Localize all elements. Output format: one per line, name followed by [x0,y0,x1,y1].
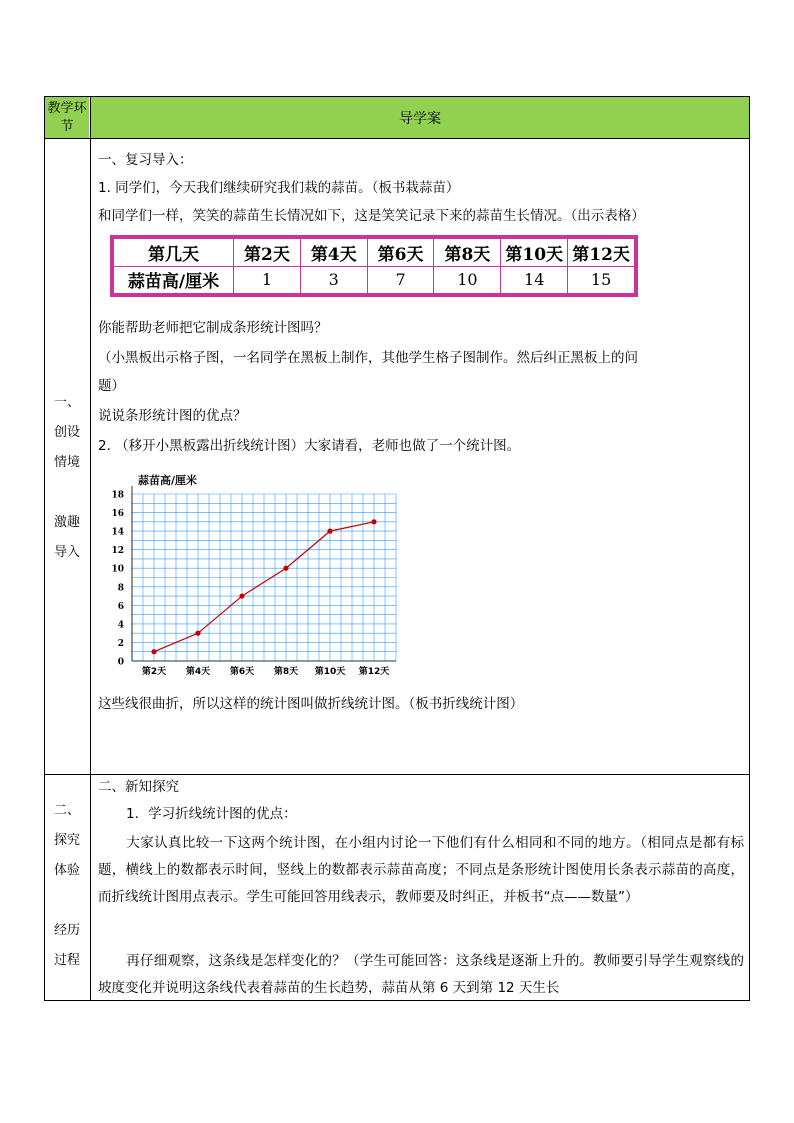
section1-line4a: （小黑板出示格子图，一名同学在黑板上制作，其他学生格子图制作。然后纠正黑板上的问 [98,350,638,366]
section1-line7: 这些线很曲折，所以这样的统计图叫做折线统计图。（板书折线统计图） [98,696,524,712]
table-cell: 7 [367,266,434,294]
para2-text: 再仔细观察，这条线是怎样变化的？（学生可能回答：这条线是逐渐上升的。教师要引导学生观察线的坡度变化并说明这条线代表着蒜苗的生长趋势，蒜苗从第 6 天到第 12 天生长 [98,953,744,996]
section1-side-label [45,392,89,572]
section1-line1: 1. 同学们，今天我们继续研究我们栽的蒜苗。（板书栽蒜苗） [98,180,460,196]
chart-x-labels [142,665,389,677]
chart-data-point [151,649,156,654]
chart-data-point [327,529,332,534]
table-header-row [114,239,635,267]
side-line: 探究 [53,833,80,848]
table-cell: 第8天 [434,239,501,267]
side-line: 经历 [53,923,80,938]
table-border-divider [90,96,91,1001]
table-cell: 第几天 [114,239,234,267]
section2-side-label [45,800,89,980]
header-left-label: 教学环节 [47,101,87,134]
table-cell: 15 [568,266,635,294]
chart-y-tick-label: 16 [111,509,124,520]
table-cell: 10 [434,266,501,294]
chart-y-tick-label: 0 [117,657,124,668]
table-cell: 第10天 [501,239,568,267]
table-cell: 蒜苗高/厘米 [114,266,234,294]
chart-x-tick-label: 第8天 [273,667,299,677]
table-cell: 第12天 [568,239,635,267]
side-line: 二、 [53,803,80,818]
table-cell: 14 [501,266,568,294]
table-border-right [749,96,750,1001]
section1-heading: 一、复习导入： [98,152,193,168]
side-line: 创设 [53,425,80,440]
section2-para2 [98,948,744,1002]
section1-line5: 说说条形统计图的优点？ [98,408,247,424]
section2-sub: 1．学习折线统计图的优点： [126,806,297,822]
section1-line2: 和同学们一样，笑笑的蒜苗生长情况如下，这是笑笑记录下来的蒜苗生长情况。（出示表格） [98,208,645,224]
side-line [45,482,89,512]
table-cell: 1 [234,266,301,294]
chart-title: 蒜苗高/厘米 [138,474,198,487]
section1-line6: 2. （移开小黑板露出折线统计图）大家请看，老师也做了一个统计图。 [98,438,521,454]
table-border-section [44,774,750,775]
chart-data-point [283,566,288,571]
chart-data-point [371,519,376,524]
table-border-header [44,138,750,139]
chart-y-tick-label: 12 [111,546,124,557]
chart-y-tick-label: 8 [117,583,124,594]
chart-y-tick-label: 10 [111,564,124,575]
chart-x-tick-label: 第12天 [358,667,390,677]
table-cell: 第6天 [367,239,434,267]
section2-heading: 二、新知探究 [98,779,179,795]
side-line: 导入 [53,545,80,560]
chart-data-point [195,631,200,636]
chart-y-tick-label: 14 [111,527,124,538]
section1-line3: 你能帮助老师把它制成条形统计图吗？ [98,320,328,336]
side-line: 体验 [53,863,80,878]
table-cell: 第4天 [300,239,367,267]
table-cell: 3 [300,266,367,294]
growth-data-table [110,235,638,297]
chart-y-tick-label: 6 [117,601,124,612]
chart-x-tick-label: 第2天 [141,667,167,677]
line-chart [110,468,400,678]
table-row [114,266,635,294]
chart-data-point [239,593,244,598]
table-cell: 第2天 [234,239,301,267]
side-line: 情境 [53,455,80,470]
chart-grid [132,494,396,661]
chart-x-tick-label: 第10天 [314,667,346,677]
chart-x-tick-label: 第4天 [185,667,211,677]
header-title: 导学案 [399,111,441,127]
section1-line4b: 题） [98,378,125,394]
para1-text: 大家认真比较一下这两个统计图，在小组内讨论一下他们有什么相同和不同的地方。（相同点是都有标题，横线上的数都表示时间，竖线上的数都表示蒜苗高度；不同点是条形统计图使用长条表示蒜苗的高度，而折线统计图用点表示。学生可能回答用线表示，教师要及时纠正，并板书“点——数量”） [98,835,744,905]
side-line: 过程 [53,953,80,968]
side-line: 一、 [53,395,80,410]
chart-y-tick-label: 18 [111,490,124,501]
side-line [45,890,89,920]
section2-para1 [98,830,744,911]
side-line: 激趣 [53,515,80,530]
chart-y-labels [111,491,124,668]
chart-y-tick-label: 2 [117,638,124,649]
chart-y-tick-label: 4 [117,620,124,631]
table-border-top [44,96,750,97]
chart-x-tick-label: 第6天 [229,667,255,677]
